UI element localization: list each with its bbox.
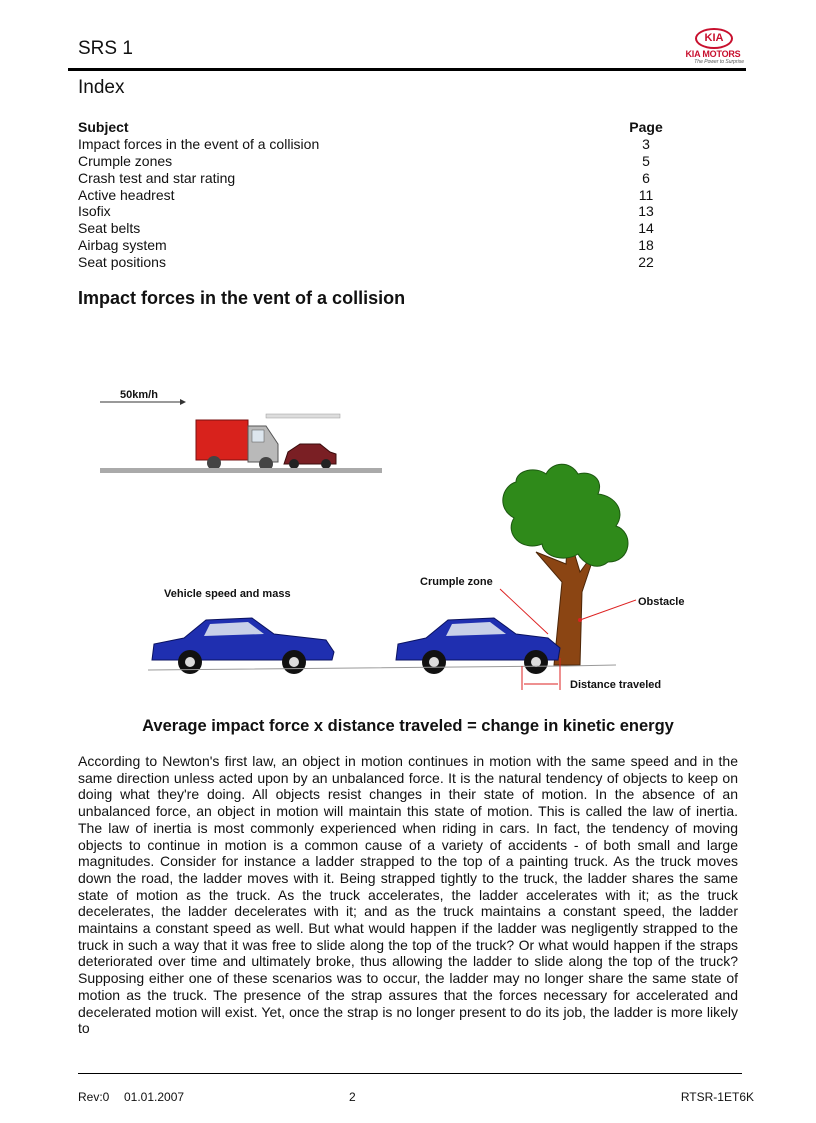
kia-logo-mark: KIA bbox=[695, 28, 733, 49]
index-table bbox=[78, 119, 678, 271]
obstacle-marker bbox=[578, 618, 582, 622]
index-entry-page: 5 bbox=[642, 152, 650, 169]
crashing-car bbox=[396, 618, 560, 674]
moving-car bbox=[152, 618, 334, 674]
index-entry-page: 22 bbox=[638, 254, 654, 271]
kia-logo bbox=[682, 28, 744, 66]
index-entry bbox=[78, 220, 678, 237]
footer-revision: Rev:0 bbox=[78, 1090, 110, 1104]
obstacle-pointer bbox=[580, 600, 636, 620]
road bbox=[100, 468, 382, 473]
footer-page-number: 2 bbox=[349, 1090, 356, 1104]
footer-doc-code: RTSR-1ET6K bbox=[680, 1090, 754, 1104]
index-entry-subject: Airbag system bbox=[78, 237, 167, 254]
footer-date: 01.01.2007 bbox=[124, 1090, 185, 1104]
index-entry-subject: Isofix bbox=[78, 203, 111, 220]
index-entry bbox=[78, 136, 678, 153]
index-entry-page: 14 bbox=[638, 220, 654, 237]
index-entry bbox=[78, 203, 678, 220]
index-entry bbox=[78, 153, 678, 170]
index-entry bbox=[78, 170, 678, 187]
header-title: SRS 1 bbox=[78, 38, 133, 59]
footer-rule bbox=[78, 1073, 742, 1074]
index-entry-subject: Active headrest bbox=[78, 186, 175, 203]
index-entry-page: 13 bbox=[638, 203, 654, 220]
figure-caption: Average impact force x distance traveled = change in kinetic energy bbox=[142, 717, 674, 735]
index-entry-subject: Crash test and star rating bbox=[78, 169, 236, 186]
page-header: Page bbox=[629, 119, 663, 135]
body-paragraph: According to Newton's first law, an object in motion continues in motion with the same speed and in the same direction unless acted upon by an unbalanced force. It is the natural tendency of objects to keep on doing what they're doing. All objects resist changes in their state of motion. In the absence of an unbalanced force, an object in motion will maintain this state of motion. This is called the law of inertia. The law of inertia is most commonly experienced when riding in cars. In fact, the tendency of moving objects to continue in motion is a common cause of a variety of accidents - of both small and large magnitudes. Consider for instance a ladder strapped to the top of a painting truck. As the truck moves down the road, the ladder moves with it. Being strapped tightly to the truck, the ladder shares the same state of motion as the truck. As the truck accelerates, the ladder accelerates with it; as the truck decelerates, the ladder decelerates with it; and as the truck maintains a constant speed, the ladder maintains a constant speed as well. But what would happen if the ladder was negligently strapped to the truck in such a way that it was free to slide along the top of the truck? Or what would happen if the straps deteriorated over time and ultimately broke, thus allowing the ladder to slide along the top of the truck? Supposing either one of these scenarios was to occur, the ladder may no longer share the same state of motion as the truck. The presence of the strap assures that the forces necessary for accelerated and decelerated motion will exist. Yet, once the strap is no longer present to do its job, the ladder is more likely to bbox=[78, 753, 738, 1037]
index-entry-subject: Seat positions bbox=[78, 254, 166, 271]
kia-logo-tagline: The Power to Surprise bbox=[694, 59, 744, 65]
index-title: Index bbox=[78, 77, 125, 98]
index-entry bbox=[78, 254, 678, 271]
index-entry-page: 18 bbox=[638, 237, 654, 254]
small-car bbox=[284, 444, 336, 469]
subject-header: Subject bbox=[78, 119, 129, 135]
index-entry-page: 6 bbox=[642, 169, 650, 186]
distance-label: Distance traveled bbox=[570, 679, 662, 691]
header-rule bbox=[68, 68, 746, 71]
vehicle-label: Vehicle speed and mass bbox=[164, 588, 291, 600]
index-entry-subject: Seat belts bbox=[78, 220, 141, 237]
index-entry bbox=[78, 237, 678, 254]
section-title: Impact forces in the vent of a collision bbox=[78, 288, 406, 308]
index-entry-page: 3 bbox=[642, 135, 650, 152]
index-entry-page: 11 bbox=[638, 186, 654, 203]
obstacle-label: Obstacle bbox=[638, 596, 685, 608]
impact-illustration bbox=[96, 382, 696, 712]
speed-arrow-head bbox=[180, 399, 186, 405]
index-header-row bbox=[78, 119, 678, 136]
index-entry-subject: Crumple zones bbox=[78, 152, 173, 169]
index-entry bbox=[78, 187, 678, 204]
index-entry-subject: Impact forces in the event of a collision bbox=[78, 135, 320, 152]
crumple-label: Crumple zone bbox=[420, 576, 493, 588]
kia-logo-brand: KIA MOTORS bbox=[685, 49, 741, 59]
speed-label: 50km/h bbox=[120, 389, 158, 401]
